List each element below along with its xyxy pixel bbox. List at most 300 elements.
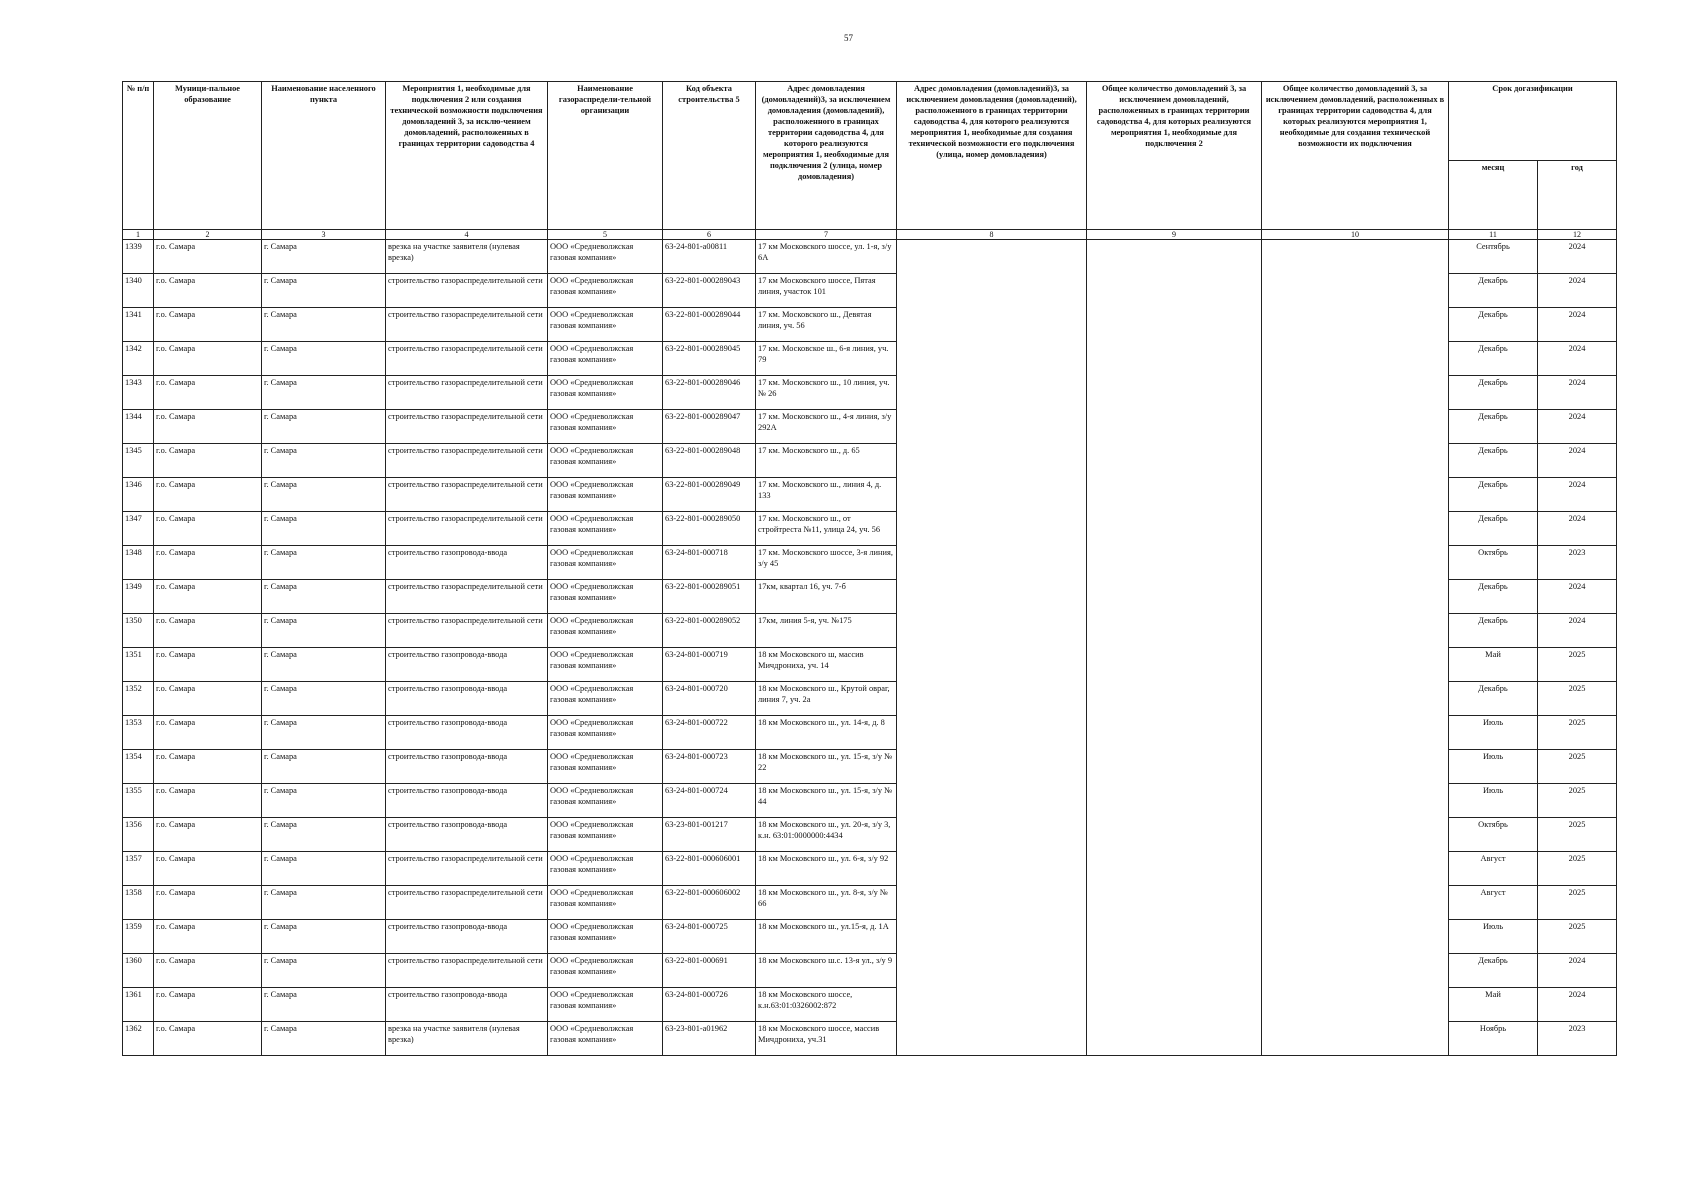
settlement-cell: г. Самара: [262, 886, 386, 920]
count-technical-cell: [1262, 784, 1449, 818]
table-row: [123, 342, 1617, 376]
table-row: [123, 886, 1617, 920]
object-code-cell: 63-24-801-000719: [663, 648, 756, 682]
month-cell: Декабрь: [1449, 444, 1538, 478]
event-cell: строительство газопровода-ввода: [386, 546, 548, 580]
table-row: [123, 852, 1617, 886]
address-cell: 18 км Московского ш., ул. 6-я, з/у 92: [756, 852, 897, 886]
settlement-cell: г. Самара: [262, 580, 386, 614]
row-number-cell: 1341: [123, 308, 154, 342]
settlement-cell: г. Самара: [262, 444, 386, 478]
municipality-cell: г.о. Самара: [154, 240, 262, 274]
address-cell: 18 км Московского ш.с. 13-я ул., з/у 9: [756, 954, 897, 988]
address-cell: 17 км. Московского ш., 10 линия, уч. № 26: [756, 376, 897, 410]
count-connection-cell: [1087, 954, 1262, 988]
year-cell: 2024: [1538, 444, 1617, 478]
settlement-cell: г. Самара: [262, 614, 386, 648]
month-cell: Декабрь: [1449, 954, 1538, 988]
address-technical-cell: [897, 954, 1087, 988]
organization-cell: ООО «Средневолжская газовая компания»: [548, 1022, 663, 1056]
settlement-cell: г. Самара: [262, 716, 386, 750]
count-technical-cell: [1262, 308, 1449, 342]
year-cell: 2025: [1538, 750, 1617, 784]
header-municipality: Муници-пальное образование: [154, 82, 262, 230]
month-cell: Декабрь: [1449, 512, 1538, 546]
row-number-cell: 1343: [123, 376, 154, 410]
header-count-technical: Общее количество домовладений 3, за исключением домовладений, расположенных в границах территории садоводства 4, для которых реализуются мероприятия 1, необходимые для создания технической возможности их подключения: [1262, 82, 1449, 230]
table-row: [123, 240, 1617, 274]
count-technical-cell: [1262, 954, 1449, 988]
organization-cell: ООО «Средневолжская газовая компания»: [548, 988, 663, 1022]
table-row: [123, 478, 1617, 512]
header-number: № п/п: [123, 82, 154, 230]
table-row: [123, 954, 1617, 988]
count-connection-cell: [1087, 716, 1262, 750]
column-number: 9: [1087, 230, 1262, 240]
object-code-cell: 63-22-801-000289049: [663, 478, 756, 512]
address-cell: 18 км Московского ш, массив Мичдрониха, уч. 14: [756, 648, 897, 682]
year-cell: 2024: [1538, 274, 1617, 308]
event-cell: строительство газораспределительной сети: [386, 614, 548, 648]
settlement-cell: г. Самара: [262, 478, 386, 512]
table-row: [123, 648, 1617, 682]
event-cell: строительство газораспределительной сети: [386, 274, 548, 308]
settlement-cell: г. Самара: [262, 274, 386, 308]
count-technical-cell: [1262, 920, 1449, 954]
row-number-cell: 1347: [123, 512, 154, 546]
address-cell: 18 км Московского ш., ул. 15-я, з/у № 22: [756, 750, 897, 784]
table-row: [123, 410, 1617, 444]
header-year: год: [1538, 161, 1617, 230]
municipality-cell: г.о. Самара: [154, 478, 262, 512]
count-connection-cell: [1087, 478, 1262, 512]
object-code-cell: 63-24-801-000720: [663, 682, 756, 716]
row-number-cell: 1351: [123, 648, 154, 682]
row-number-cell: 1352: [123, 682, 154, 716]
year-cell: 2025: [1538, 716, 1617, 750]
address-cell: 17 км. Московского ш., Девятая линия, уч. 56: [756, 308, 897, 342]
municipality-cell: г.о. Самара: [154, 1022, 262, 1056]
month-cell: Декабрь: [1449, 410, 1538, 444]
count-technical-cell: [1262, 818, 1449, 852]
year-cell: 2025: [1538, 784, 1617, 818]
column-number: 7: [756, 230, 897, 240]
organization-cell: ООО «Средневолжская газовая компания»: [548, 342, 663, 376]
municipality-cell: г.о. Самара: [154, 716, 262, 750]
count-connection-cell: [1087, 274, 1262, 308]
table-row: [123, 444, 1617, 478]
year-cell: 2023: [1538, 1022, 1617, 1056]
column-number: 1: [123, 230, 154, 240]
year-cell: 2023: [1538, 546, 1617, 580]
municipality-cell: г.о. Самара: [154, 274, 262, 308]
month-cell: Декабрь: [1449, 580, 1538, 614]
event-cell: строительство газопровода-ввода: [386, 818, 548, 852]
event-cell: строительство газопровода-ввода: [386, 920, 548, 954]
object-code-cell: 63-22-801-000691: [663, 954, 756, 988]
organization-cell: ООО «Средневолжская газовая компания»: [548, 240, 663, 274]
object-code-cell: 63-22-801-000289051: [663, 580, 756, 614]
row-number-cell: 1354: [123, 750, 154, 784]
settlement-cell: г. Самара: [262, 546, 386, 580]
settlement-cell: г. Самара: [262, 988, 386, 1022]
object-code-cell: 63-24-801-000722: [663, 716, 756, 750]
count-technical-cell: [1262, 614, 1449, 648]
address-technical-cell: [897, 342, 1087, 376]
count-technical-cell: [1262, 240, 1449, 274]
settlement-cell: г. Самара: [262, 376, 386, 410]
count-connection-cell: [1087, 308, 1262, 342]
table-row: [123, 546, 1617, 580]
row-number-cell: 1344: [123, 410, 154, 444]
object-code-cell: 63-22-801-000606001: [663, 852, 756, 886]
address-cell: 18 км Московского ш., ул. 15-я, з/у № 44: [756, 784, 897, 818]
municipality-cell: г.о. Самара: [154, 886, 262, 920]
municipality-cell: г.о. Самара: [154, 784, 262, 818]
event-cell: строительство газораспределительной сети: [386, 478, 548, 512]
object-code-cell: 63-22-801-000289046: [663, 376, 756, 410]
municipality-cell: г.о. Самара: [154, 444, 262, 478]
address-cell: 18 км Московского шоссе, массив Мичдрониха, уч.31: [756, 1022, 897, 1056]
address-cell: 18 км Московского ш., ул. 8-я, з/у № 66: [756, 886, 897, 920]
municipality-cell: г.о. Самара: [154, 818, 262, 852]
event-cell: строительство газопровода-ввода: [386, 750, 548, 784]
row-number-cell: 1350: [123, 614, 154, 648]
settlement-cell: г. Самара: [262, 954, 386, 988]
address-technical-cell: [897, 478, 1087, 512]
header-address-connection: Адрес домовладения (домовладений)3, за исключением домовладения (домовладений), расположенного в границах территории садоводства 4, для которого реализуются мероприятия 1, необходимые для подключения 2 (улица, номер домовладения): [756, 82, 897, 230]
address-technical-cell: [897, 682, 1087, 716]
organization-cell: ООО «Средневолжская газовая компания»: [548, 682, 663, 716]
address-technical-cell: [897, 1022, 1087, 1056]
count-connection-cell: [1087, 410, 1262, 444]
settlement-cell: г. Самара: [262, 308, 386, 342]
organization-cell: ООО «Средневолжская газовая компания»: [548, 546, 663, 580]
month-cell: Июль: [1449, 784, 1538, 818]
year-cell: 2025: [1538, 682, 1617, 716]
year-cell: 2025: [1538, 818, 1617, 852]
row-number-cell: 1356: [123, 818, 154, 852]
count-connection-cell: [1087, 444, 1262, 478]
address-technical-cell: [897, 920, 1087, 954]
month-cell: Ноябрь: [1449, 1022, 1538, 1056]
settlement-cell: г. Самара: [262, 512, 386, 546]
object-code-cell: 63-24-801-000725: [663, 920, 756, 954]
address-technical-cell: [897, 716, 1087, 750]
organization-cell: ООО «Средневолжская газовая компания»: [548, 750, 663, 784]
event-cell: врезка на участке заявителя (нулевая врезка): [386, 240, 548, 274]
month-cell: Июль: [1449, 750, 1538, 784]
address-technical-cell: [897, 580, 1087, 614]
column-number: 4: [386, 230, 548, 240]
month-cell: Декабрь: [1449, 308, 1538, 342]
count-technical-cell: [1262, 648, 1449, 682]
count-technical-cell: [1262, 886, 1449, 920]
object-code-cell: 63-22-801-000289047: [663, 410, 756, 444]
count-connection-cell: [1087, 648, 1262, 682]
year-cell: 2024: [1538, 580, 1617, 614]
event-cell: строительство газопровода-ввода: [386, 648, 548, 682]
event-cell: строительство газораспределительной сети: [386, 886, 548, 920]
table-row: [123, 1022, 1617, 1056]
header-address-technical: Адрес домовладения (домовладений)3, за исключением домовладения (домовладений), расположенного в границах территории садоводства 4, для которого реализуются мероприятия 1, необходимые для создания технической возможности его подключения (улица, номер домовладения): [897, 82, 1087, 230]
address-technical-cell: [897, 308, 1087, 342]
count-connection-cell: [1087, 1022, 1262, 1056]
count-connection-cell: [1087, 512, 1262, 546]
address-technical-cell: [897, 784, 1087, 818]
organization-cell: ООО «Средневолжская газовая компания»: [548, 818, 663, 852]
row-number-cell: 1345: [123, 444, 154, 478]
event-cell: строительство газораспределительной сети: [386, 954, 548, 988]
year-cell: 2024: [1538, 342, 1617, 376]
table-row: [123, 716, 1617, 750]
address-technical-cell: [897, 376, 1087, 410]
municipality-cell: г.о. Самара: [154, 682, 262, 716]
year-cell: 2025: [1538, 920, 1617, 954]
year-cell: 2024: [1538, 376, 1617, 410]
organization-cell: ООО «Средневолжская газовая компания»: [548, 376, 663, 410]
table-row: [123, 682, 1617, 716]
organization-cell: ООО «Средневолжская газовая компания»: [548, 410, 663, 444]
event-cell: строительство газопровода-ввода: [386, 682, 548, 716]
settlement-cell: г. Самара: [262, 784, 386, 818]
column-number: 5: [548, 230, 663, 240]
event-cell: строительство газораспределительной сети: [386, 308, 548, 342]
address-technical-cell: [897, 852, 1087, 886]
count-connection-cell: [1087, 988, 1262, 1022]
count-technical-cell: [1262, 716, 1449, 750]
municipality-cell: г.о. Самара: [154, 546, 262, 580]
row-number-cell: 1349: [123, 580, 154, 614]
count-connection-cell: [1087, 614, 1262, 648]
year-cell: 2024: [1538, 410, 1617, 444]
column-number: 12: [1538, 230, 1617, 240]
count-connection-cell: [1087, 784, 1262, 818]
row-number-cell: 1359: [123, 920, 154, 954]
object-code-cell: 63-24-801-000724: [663, 784, 756, 818]
column-number: 8: [897, 230, 1087, 240]
table-row: [123, 274, 1617, 308]
address-technical-cell: [897, 444, 1087, 478]
table-row: [123, 988, 1617, 1022]
count-technical-cell: [1262, 580, 1449, 614]
column-number: 10: [1262, 230, 1449, 240]
count-technical-cell: [1262, 988, 1449, 1022]
address-technical-cell: [897, 648, 1087, 682]
municipality-cell: г.о. Самара: [154, 852, 262, 886]
settlement-cell: г. Самара: [262, 682, 386, 716]
municipality-cell: г.о. Самара: [154, 750, 262, 784]
object-code-cell: 63-24-801-а00811: [663, 240, 756, 274]
object-code-cell: 63-23-801-001217: [663, 818, 756, 852]
object-code-cell: 63-22-801-000289048: [663, 444, 756, 478]
object-code-cell: 63-22-801-000289052: [663, 614, 756, 648]
address-cell: 18 км Московского ш., ул.15-я, д. 1А: [756, 920, 897, 954]
table-row: [123, 512, 1617, 546]
table-row: [123, 784, 1617, 818]
month-cell: Август: [1449, 852, 1538, 886]
table-row: [123, 818, 1617, 852]
organization-cell: ООО «Средневолжская газовая компания»: [548, 886, 663, 920]
address-cell: 17 км. Московского ш., 4-я линия, з/у 292А: [756, 410, 897, 444]
settlement-cell: г. Самара: [262, 818, 386, 852]
row-number-cell: 1340: [123, 274, 154, 308]
row-number-cell: 1361: [123, 988, 154, 1022]
object-code-cell: 63-23-801-а01962: [663, 1022, 756, 1056]
event-cell: строительство газораспределительной сети: [386, 342, 548, 376]
gasification-table: [122, 81, 1617, 1056]
count-technical-cell: [1262, 444, 1449, 478]
organization-cell: ООО «Средневолжская газовая компания»: [548, 614, 663, 648]
header-month: месяц: [1449, 161, 1538, 230]
organization-cell: ООО «Средневолжская газовая компания»: [548, 274, 663, 308]
count-technical-cell: [1262, 682, 1449, 716]
settlement-cell: г. Самара: [262, 240, 386, 274]
municipality-cell: г.о. Самара: [154, 376, 262, 410]
event-cell: врезка на участке заявителя (нулевая врезка): [386, 1022, 548, 1056]
year-cell: 2024: [1538, 240, 1617, 274]
address-cell: 18 км Московского шоссе, к.н.63:01:0326002:872: [756, 988, 897, 1022]
header-object-code: Код объекта строительства 5: [663, 82, 756, 230]
table-row: [123, 750, 1617, 784]
address-cell: 17 км. Московское ш., 6-я линия, уч. 79: [756, 342, 897, 376]
count-connection-cell: [1087, 546, 1262, 580]
column-numbers-row: [123, 230, 1617, 240]
event-cell: строительство газопровода-ввода: [386, 784, 548, 818]
count-connection-cell: [1087, 750, 1262, 784]
column-number: 2: [154, 230, 262, 240]
row-number-cell: 1353: [123, 716, 154, 750]
object-code-cell: 63-24-801-000718: [663, 546, 756, 580]
row-number-cell: 1342: [123, 342, 154, 376]
count-technical-cell: [1262, 274, 1449, 308]
month-cell: Август: [1449, 886, 1538, 920]
municipality-cell: г.о. Самара: [154, 648, 262, 682]
header-deadline: Срок догазификации: [1449, 82, 1617, 161]
row-number-cell: 1358: [123, 886, 154, 920]
month-cell: Декабрь: [1449, 614, 1538, 648]
month-cell: Июль: [1449, 920, 1538, 954]
address-cell: 17км, линия 5-я, уч. №175: [756, 614, 897, 648]
address-technical-cell: [897, 274, 1087, 308]
column-number: 6: [663, 230, 756, 240]
month-cell: Октябрь: [1449, 818, 1538, 852]
address-technical-cell: [897, 546, 1087, 580]
count-connection-cell: [1087, 886, 1262, 920]
year-cell: 2024: [1538, 988, 1617, 1022]
settlement-cell: г. Самара: [262, 1022, 386, 1056]
count-connection-cell: [1087, 342, 1262, 376]
settlement-cell: г. Самара: [262, 750, 386, 784]
year-cell: 2025: [1538, 886, 1617, 920]
row-number-cell: 1360: [123, 954, 154, 988]
row-number-cell: 1348: [123, 546, 154, 580]
organization-cell: ООО «Средневолжская газовая компания»: [548, 648, 663, 682]
event-cell: строительство газораспределительной сети: [386, 580, 548, 614]
page-number: 57: [844, 33, 853, 43]
address-cell: 17 км Московского шоссе, Пятая линия, участок 101: [756, 274, 897, 308]
count-connection-cell: [1087, 818, 1262, 852]
organization-cell: ООО «Средневолжская газовая компания»: [548, 784, 663, 818]
event-cell: строительство газораспределительной сети: [386, 410, 548, 444]
address-cell: 17 км. Московского шоссе, 3-я линия, з/у 45: [756, 546, 897, 580]
header-settlement: Наименование населенного пункта: [262, 82, 386, 230]
row-number-cell: 1355: [123, 784, 154, 818]
month-cell: Май: [1449, 988, 1538, 1022]
object-code-cell: 63-22-801-000606002: [663, 886, 756, 920]
event-cell: строительство газораспределительной сети: [386, 512, 548, 546]
year-cell: 2024: [1538, 614, 1617, 648]
address-cell: 17 км Московского шоссе, ул. 1-я, з/у 6А: [756, 240, 897, 274]
municipality-cell: г.о. Самара: [154, 580, 262, 614]
count-technical-cell: [1262, 546, 1449, 580]
year-cell: 2024: [1538, 308, 1617, 342]
month-cell: Октябрь: [1449, 546, 1538, 580]
object-code-cell: 63-24-801-000726: [663, 988, 756, 1022]
organization-cell: ООО «Средневолжская газовая компания»: [548, 512, 663, 546]
table-row: [123, 376, 1617, 410]
month-cell: Июль: [1449, 716, 1538, 750]
object-code-cell: 63-24-801-000723: [663, 750, 756, 784]
year-cell: 2024: [1538, 954, 1617, 988]
count-connection-cell: [1087, 240, 1262, 274]
count-technical-cell: [1262, 852, 1449, 886]
address-cell: 17 км. Московского ш., от стройтреста №11, улица 24, уч. 56: [756, 512, 897, 546]
count-technical-cell: [1262, 512, 1449, 546]
row-number-cell: 1357: [123, 852, 154, 886]
count-connection-cell: [1087, 852, 1262, 886]
object-code-cell: 63-22-801-000289050: [663, 512, 756, 546]
address-cell: 18 км Московского ш., Крутой овраг, линия 7, уч. 2а: [756, 682, 897, 716]
organization-cell: ООО «Средневолжская газовая компания»: [548, 478, 663, 512]
municipality-cell: г.о. Самара: [154, 988, 262, 1022]
count-connection-cell: [1087, 376, 1262, 410]
month-cell: Декабрь: [1449, 478, 1538, 512]
municipality-cell: г.о. Самара: [154, 308, 262, 342]
municipality-cell: г.о. Самара: [154, 512, 262, 546]
organization-cell: ООО «Средневолжская газовая компания»: [548, 444, 663, 478]
object-code-cell: 63-22-801-000289045: [663, 342, 756, 376]
settlement-cell: г. Самара: [262, 648, 386, 682]
organization-cell: ООО «Средневолжская газовая компания»: [548, 920, 663, 954]
count-technical-cell: [1262, 410, 1449, 444]
count-technical-cell: [1262, 478, 1449, 512]
header-count-connection: Общее количество домовладений 3, за исключением домовладений, расположенных в границах территории садоводства 4, для которых реализуются мероприятия 1, необходимые для подключения 2: [1087, 82, 1262, 230]
year-cell: 2025: [1538, 648, 1617, 682]
event-cell: строительство газораспределительной сети: [386, 852, 548, 886]
month-cell: Сентябрь: [1449, 240, 1538, 274]
count-technical-cell: [1262, 750, 1449, 784]
month-cell: Декабрь: [1449, 376, 1538, 410]
settlement-cell: г. Самара: [262, 920, 386, 954]
settlement-cell: г. Самара: [262, 852, 386, 886]
year-cell: 2024: [1538, 478, 1617, 512]
municipality-cell: г.о. Самара: [154, 614, 262, 648]
table-row: [123, 614, 1617, 648]
address-technical-cell: [897, 988, 1087, 1022]
settlement-cell: г. Самара: [262, 342, 386, 376]
count-connection-cell: [1087, 580, 1262, 614]
event-cell: строительство газопровода-ввода: [386, 716, 548, 750]
table-row: [123, 308, 1617, 342]
count-technical-cell: [1262, 376, 1449, 410]
address-technical-cell: [897, 512, 1087, 546]
address-cell: 18 км Московского ш., ул. 14-я, д. 8: [756, 716, 897, 750]
object-code-cell: 63-22-801-000289043: [663, 274, 756, 308]
month-cell: Май: [1449, 648, 1538, 682]
organization-cell: ООО «Средневолжская газовая компания»: [548, 716, 663, 750]
address-cell: 17км, квартал 16, уч. 7-б: [756, 580, 897, 614]
